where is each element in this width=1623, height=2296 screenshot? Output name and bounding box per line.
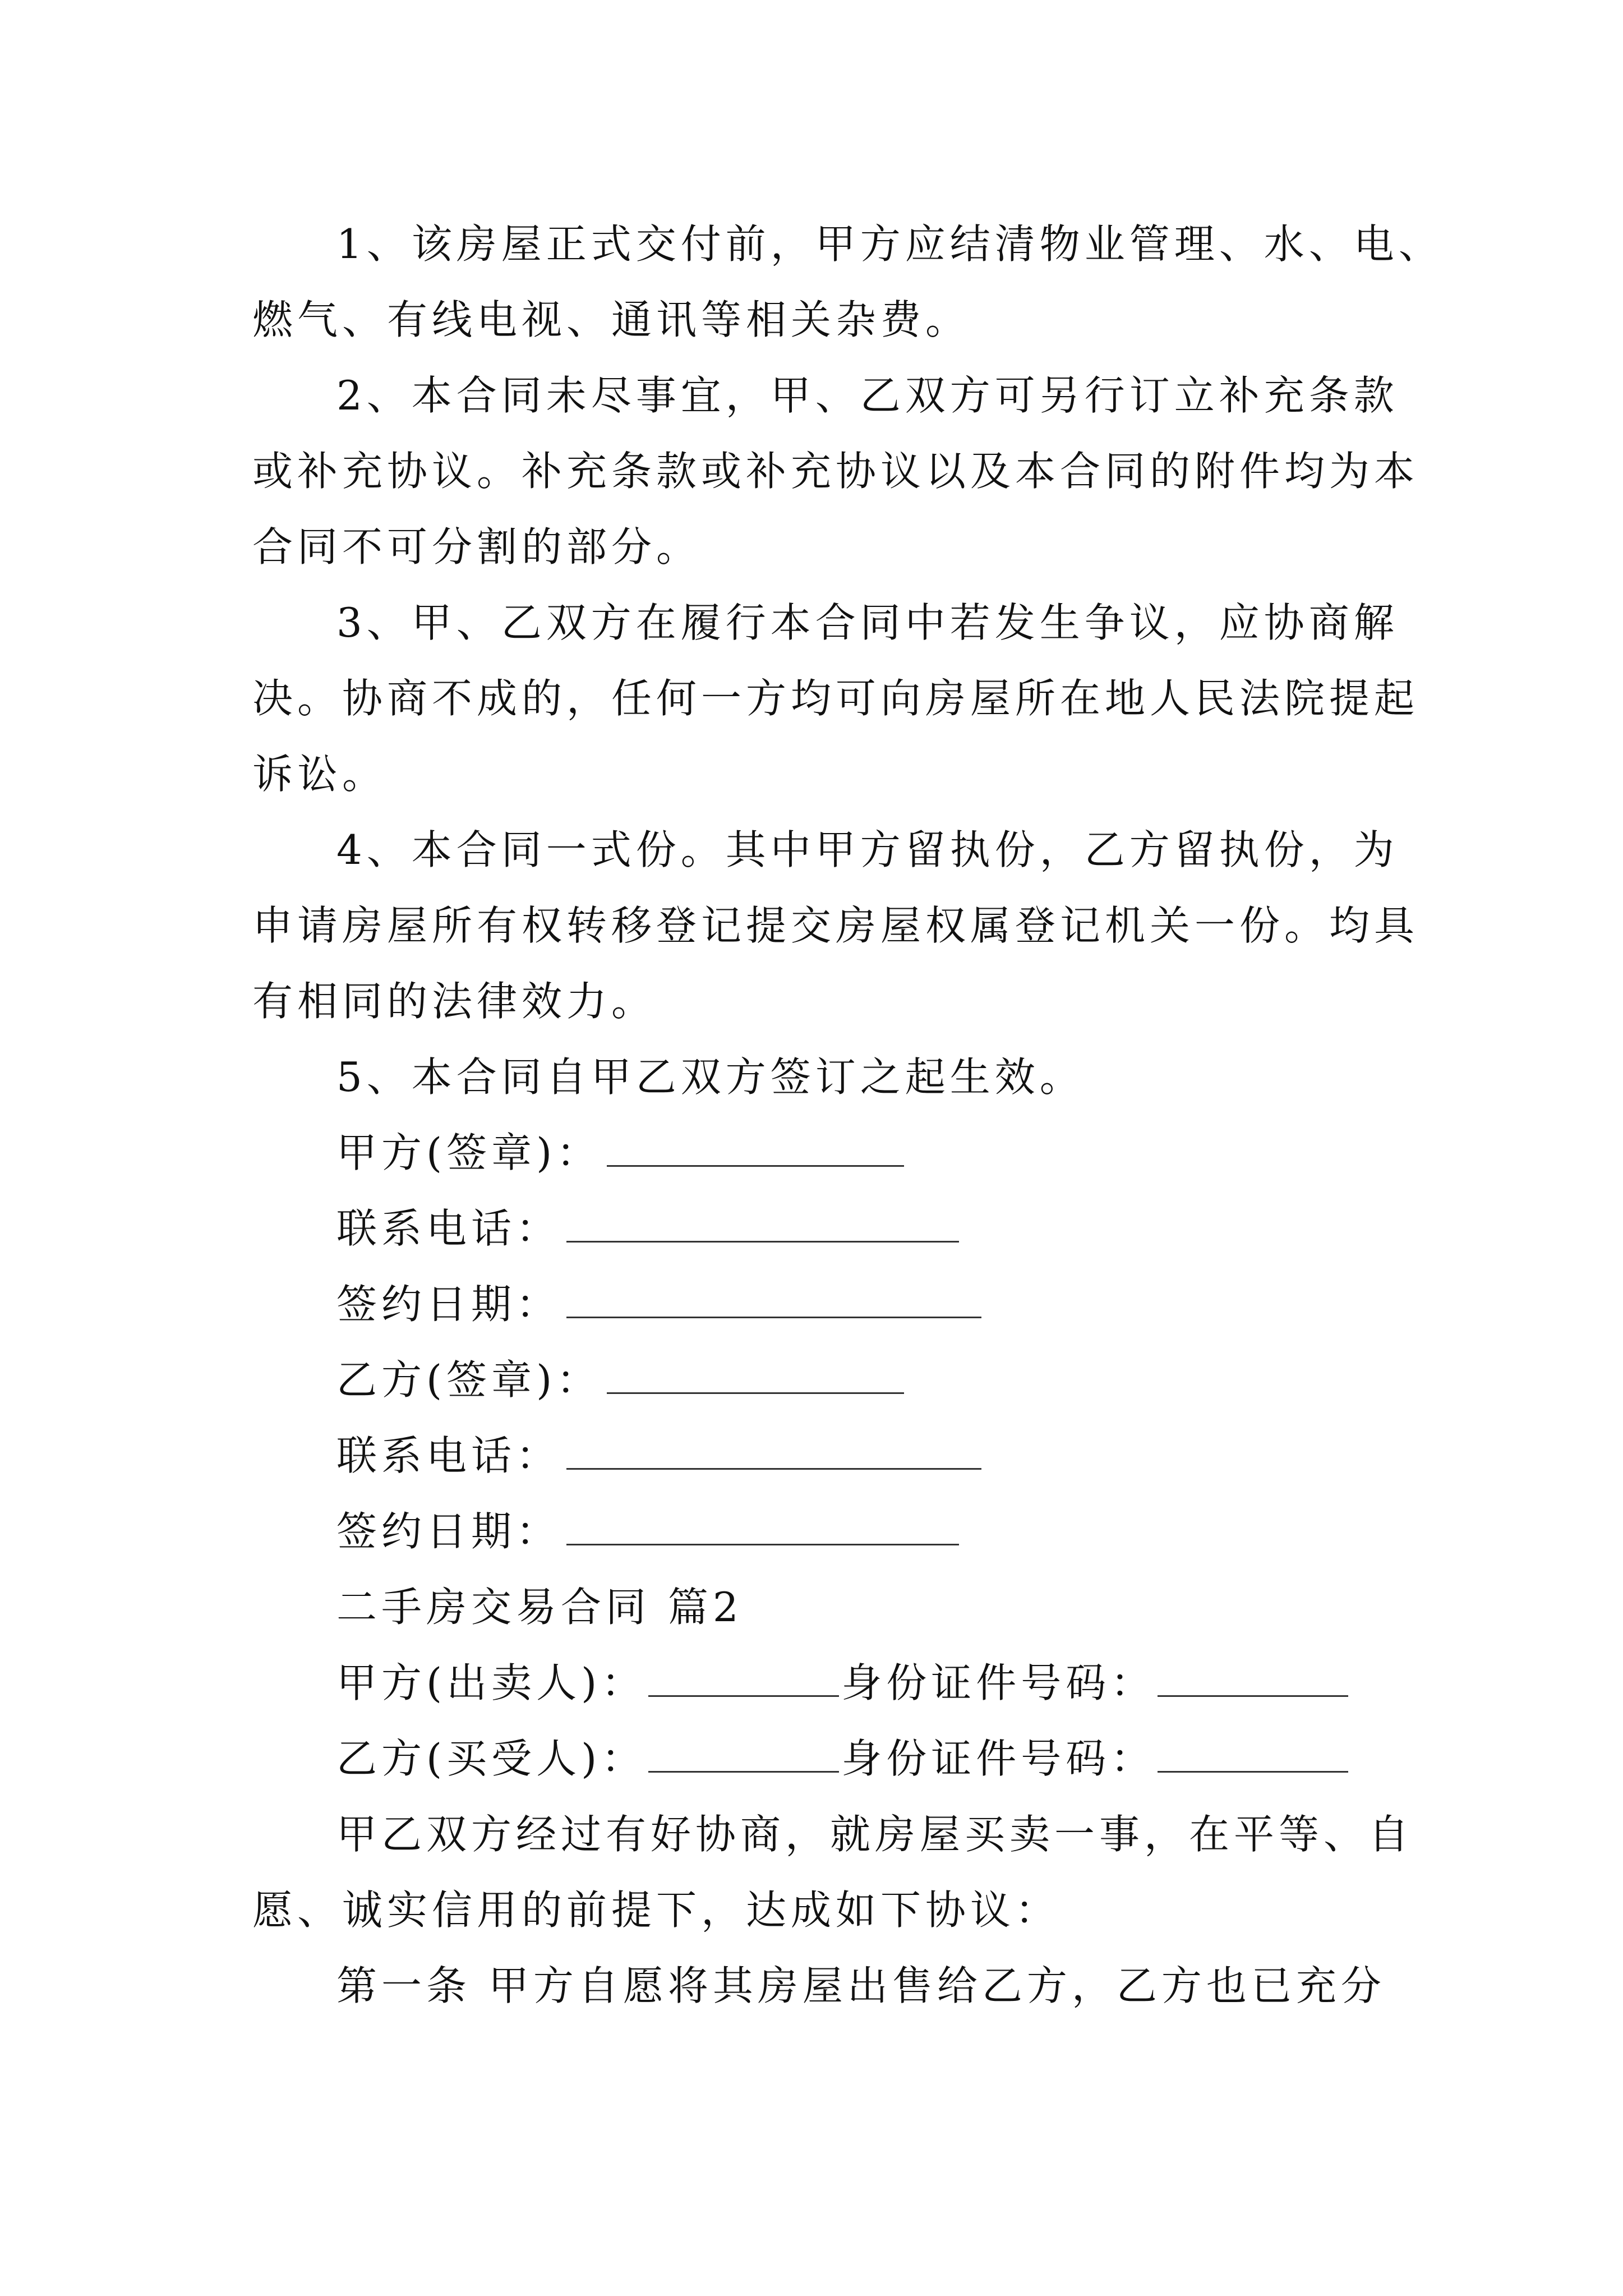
date-blank[interactable] — [566, 1277, 981, 1318]
signature-field-phone-b — [336, 1428, 981, 1484]
party-a-row — [336, 1655, 1350, 1711]
signature-field-date-b — [336, 1503, 959, 1559]
signature-field-date-a — [336, 1276, 981, 1332]
id-label: 身份证件号码： — [841, 1659, 1156, 1706]
field-label: 签约日期： — [336, 1508, 561, 1555]
date-blank[interactable] — [566, 1504, 959, 1545]
clause-2-line-1: 2、本合同未尽事宜，甲、乙双方可另行订立补充条款 — [336, 372, 1399, 419]
party-b-name-blank[interactable] — [648, 1732, 839, 1773]
intro-line-2: 愿、诚实信用的前提下，达成如下协议： — [252, 1887, 1061, 1934]
field-label: 甲方(签章)： — [336, 1129, 602, 1176]
clause-4-line-3: 有相同的法律效力。 — [252, 978, 657, 1025]
clause-3-line-3: 诉讼。 — [252, 751, 388, 798]
phone-blank[interactable] — [566, 1429, 981, 1470]
signature-field-party-a — [336, 1125, 904, 1181]
signature-blank[interactable] — [607, 1353, 904, 1394]
phone-blank[interactable] — [566, 1202, 959, 1243]
clause-3-line-2: 决。协商不成的，任何一方均可向房屋所在地人民法院提起 — [252, 675, 1419, 722]
clause-4-line-1: 4、本合同一式份。其中甲方留执份，乙方留执份，为 — [336, 826, 1399, 873]
field-label: 签约日期： — [336, 1281, 561, 1328]
field-label: 乙方(签章)： — [336, 1356, 602, 1404]
clause-2-line-3: 合同不可分割的部分。 — [252, 523, 702, 570]
id-label: 身份证件号码： — [841, 1735, 1156, 1782]
intro-line-1: 甲乙双方经过有好协商，就房屋买卖一事，在平等、自 — [336, 1811, 1414, 1858]
signature-field-party-b — [336, 1352, 904, 1408]
party-b-label: 乙方(买受人)： — [336, 1735, 647, 1782]
field-label: 联系电话： — [336, 1432, 561, 1479]
clause-1-line-1: 1、该房屋正式交付前，甲方应结清物业管理、水、电、 — [336, 220, 1444, 268]
field-label: 联系电话： — [336, 1205, 561, 1252]
party-b-id-blank[interactable] — [1158, 1732, 1348, 1773]
clause-3-line-1: 3、甲、乙双方在履行本合同中若发生争议，应协商解 — [336, 599, 1399, 646]
signature-field-phone-a — [336, 1200, 959, 1257]
article-1-line-1: 第一条 甲方自愿将其房屋出售给乙方，乙方也已充分 — [336, 1962, 1386, 2009]
party-a-label: 甲方(出卖人)： — [336, 1659, 647, 1706]
clause-1-line-2: 燃气、有线电视、通讯等相关杂费。 — [252, 296, 971, 343]
party-a-name-blank[interactable] — [648, 1656, 839, 1697]
signature-blank[interactable] — [607, 1126, 904, 1167]
section-2-heading: 二手房交易合同 篇2 — [336, 1584, 743, 1631]
clause-2-line-2: 或补充协议。补充条款或补充协议以及本合同的附件均为本 — [252, 448, 1419, 495]
party-a-id-blank[interactable] — [1158, 1656, 1348, 1697]
clause-4-line-2: 申请房屋所有权转移登记提交房屋权属登记机关一份。均具 — [252, 902, 1419, 949]
party-b-row — [336, 1731, 1350, 1787]
clause-5-line-1: 5、本合同自甲乙双方签订之起生效。 — [336, 1053, 1085, 1101]
